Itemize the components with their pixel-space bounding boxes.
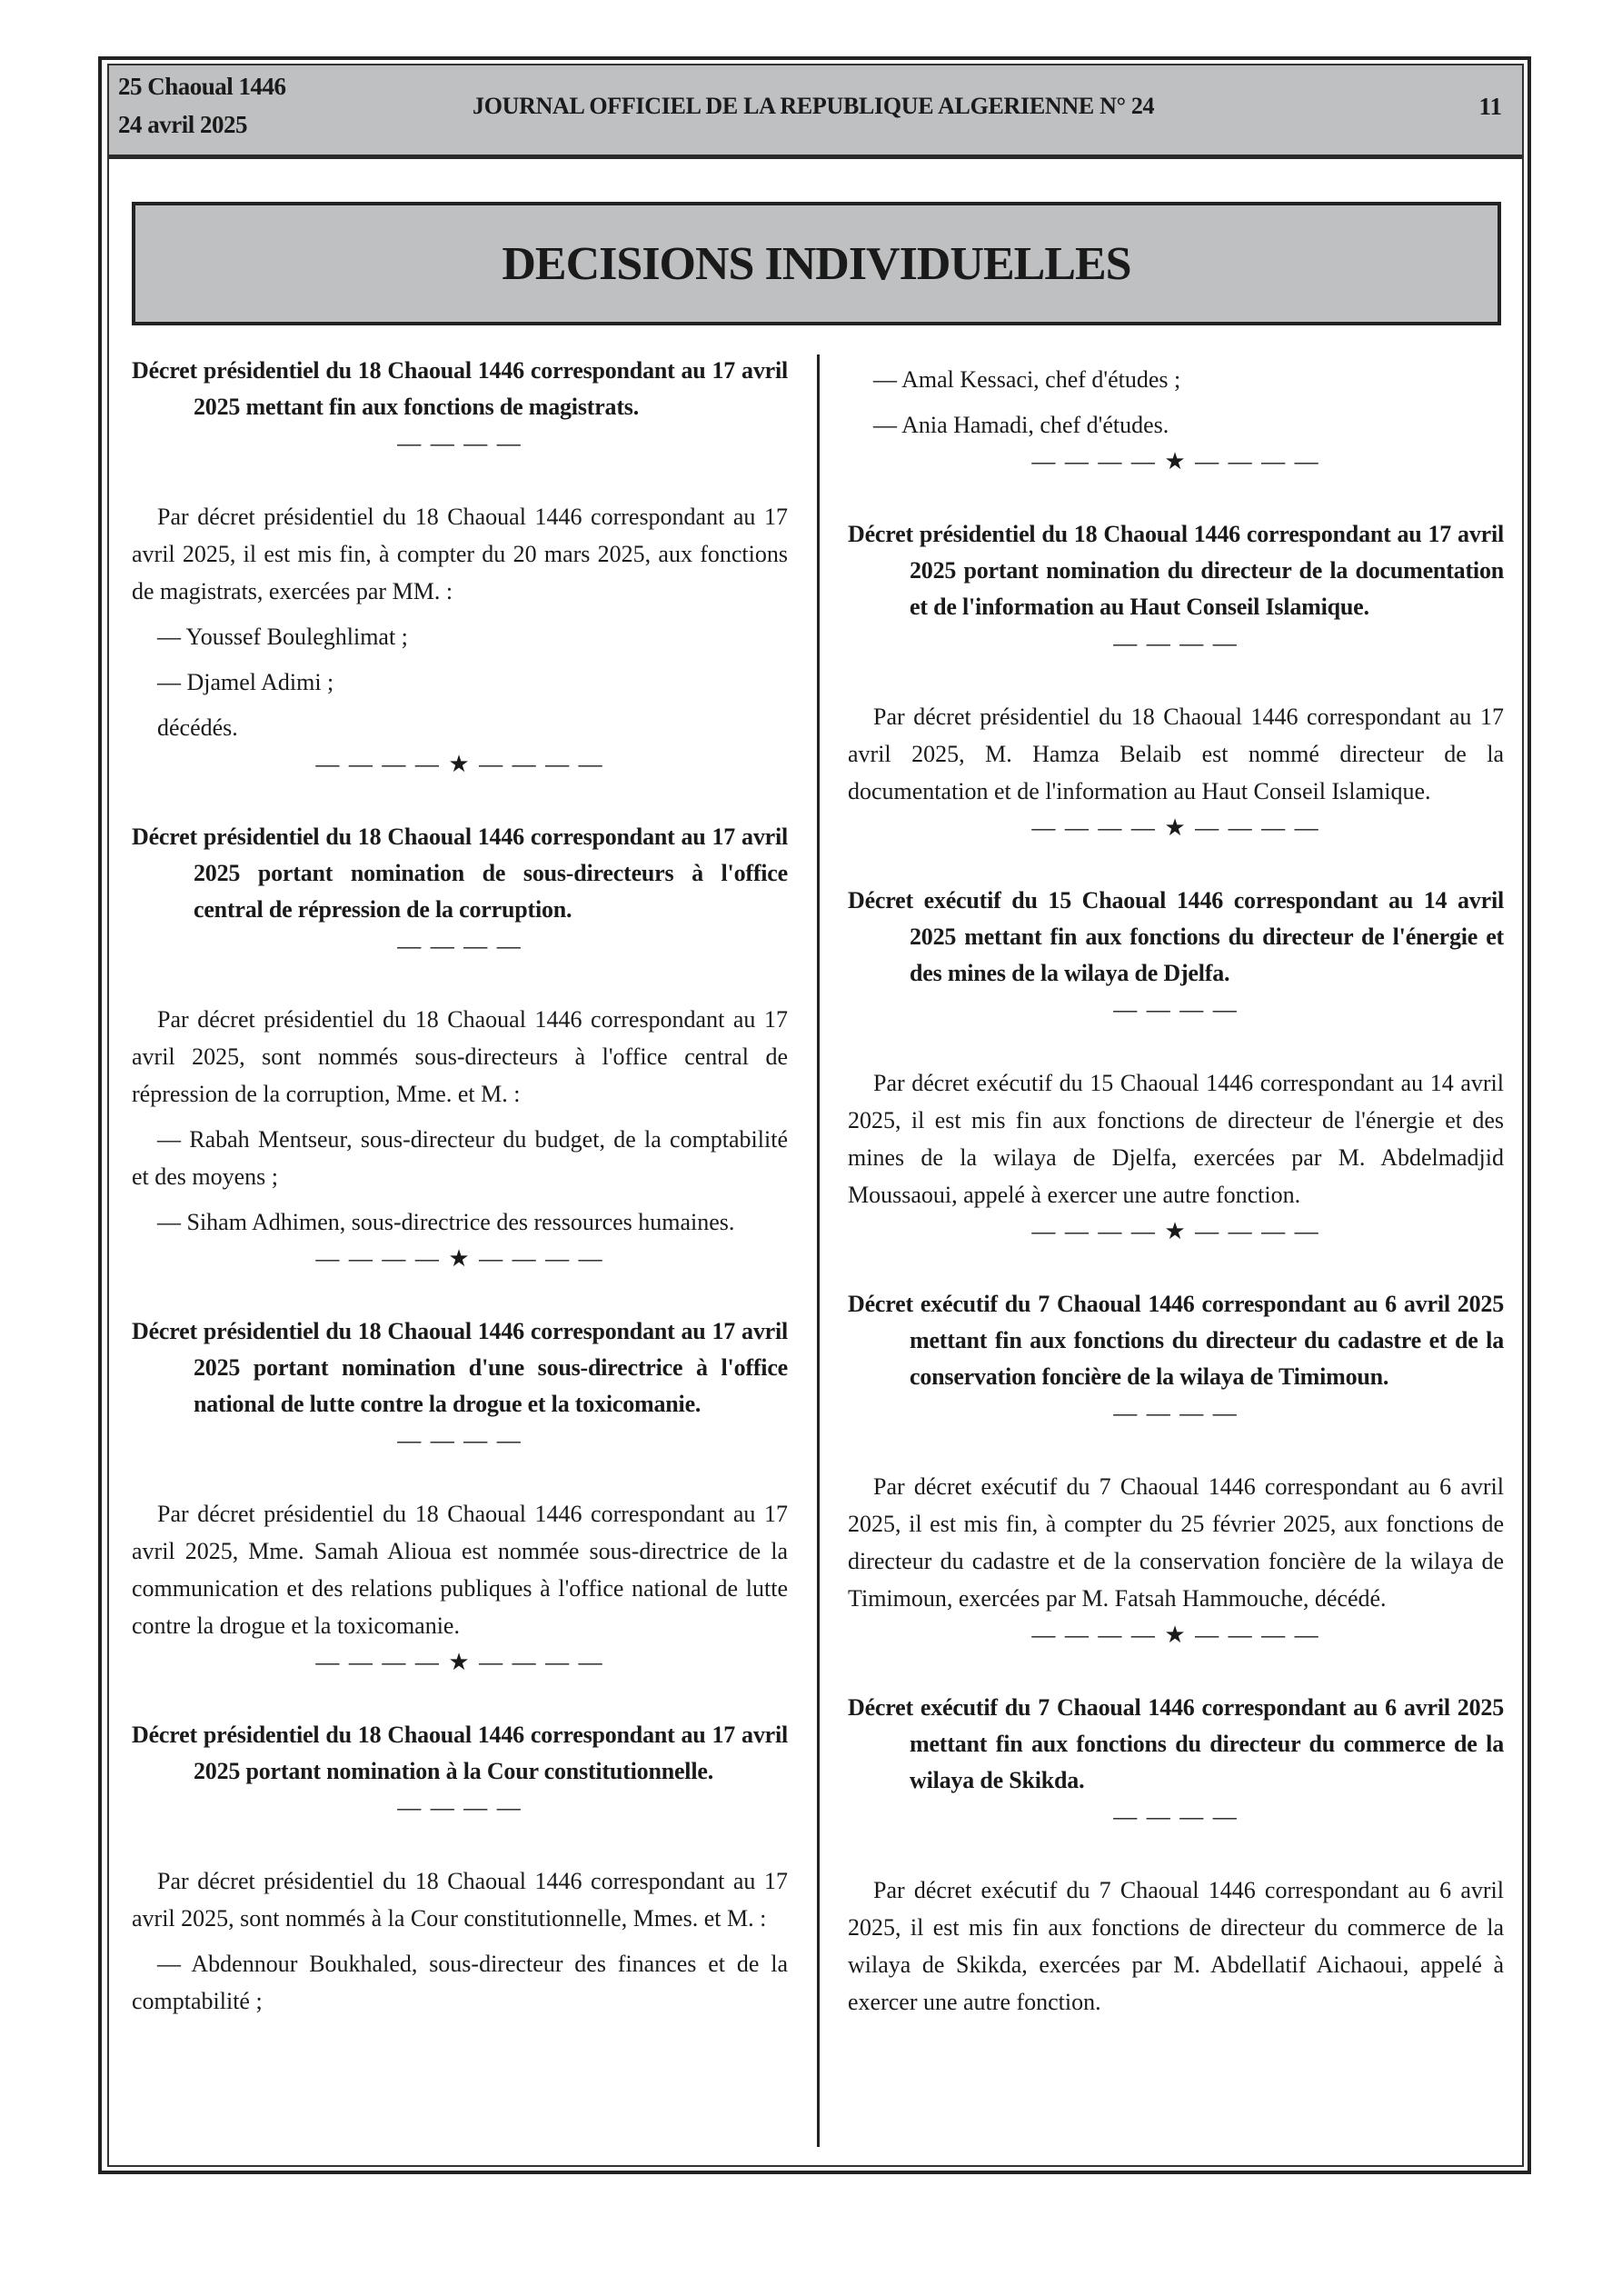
decree-heading: Décret présidentiel du 18 Chaoual 1446 correspondant au 17 avril 2025 portant nomination d'une sous-directrice à l'office national de lutte contre la drogue et la toxicomanie. — [132, 1318, 788, 1417]
list-item: — Djamel Adimi ; — [157, 669, 334, 695]
decree-heading: Décret présidentiel du 18 Chaoual 1446 correspondant au 17 avril 2025 portant nomination à la Cour constitutionnelle. — [132, 1722, 788, 1784]
list-item: — Amal Kessaci, chef d'études ; — [873, 366, 1181, 393]
list-item: — Rabah Mentseur, sous-directeur du budget, de la comptabilité et des moyens ; — [132, 1126, 788, 1190]
star-separator: — — — — ★ — — — — — [1031, 814, 1320, 841]
list-item: — Ania Hamadi, chef d'études. — [873, 412, 1169, 438]
decree-heading: Décret exécutif du 7 Chaoual 1446 correspondant au 6 avril 2025 mettant fin aux fonctions du directeur du commerce de la wilaya de Skikda. — [848, 1694, 1504, 1793]
list-item: — Youssef Bouleghlimat ; — [157, 624, 408, 650]
star-separator: — — — — ★ — — — — — [315, 751, 604, 777]
header-hijri-date: 25 Chaoual 1446 — [118, 73, 286, 100]
separator: — — — — — [1113, 630, 1239, 656]
column-divider — [817, 354, 820, 2147]
decree-paragraph: Par décret présidentiel du 18 Chaoual 1446 correspondant au 17 avril 2025, il est mis fin, à compter du 20 mars 2025, aux fonctions de magistrats, exercées par MM. : — [132, 504, 788, 604]
list-item: — Siham Adhimen, sous-directrice des ressources humaines. — [157, 1209, 735, 1235]
decree-paragraph: Par décret présidentiel du 18 Chaoual 1446 correspondant au 17 avril 2025, sont nommés à la Cour constitutionnelle, Mmes. et M. : — [132, 1868, 788, 1932]
separator: — — — — — [1113, 996, 1239, 1023]
separator: — — — — — [397, 1794, 522, 1821]
decree-heading: Décret présidentiel du 18 Chaoual 1446 correspondant au 17 avril 2025 portant nomination de sous-directeurs à l'office central de répression de la corruption. — [132, 824, 788, 923]
section-title-box — [132, 202, 1501, 325]
decree-paragraph: Par décret présidentiel du 18 Chaoual 1446 correspondant au 17 avril 2025, sont nommés sous-directeurs à l'office central de répression de la corruption, Mme. et M. : — [132, 1006, 788, 1107]
star-separator: — — — — ★ — — — — — [1031, 1218, 1320, 1244]
star-separator: — — — — ★ — — — — — [315, 1649, 604, 1675]
left-column — [132, 353, 788, 2020]
separator: — — — — — [1113, 1803, 1239, 1830]
separator: — — — — — [397, 933, 522, 959]
section-title: DECISIONS INDIVIDUELLES — [502, 237, 1131, 290]
decree-paragraph: Par décret exécutif du 15 Chaoual 1446 correspondant au 14 avril 2025, il est mis fin aux fonctions de directeur de l'énergie et des mines de la wilaya de Djelfa, exercées par M. Abdelmadjid Moussaoui, appelé à exercer une autre fonction. — [848, 1070, 1504, 1208]
list-item: — Abdennour Boukhaled, sous-directeur des finances et de la comptabilité ; — [132, 1951, 788, 2014]
list-item: décédés. — [157, 714, 238, 741]
separator: — — — — — [397, 430, 522, 456]
page-number: 11 — [1478, 93, 1502, 120]
header-date: 24 avril 2025 — [118, 111, 247, 138]
decree-paragraph: Par décret présidentiel du 18 Chaoual 1446 correspondant au 17 avril 2025, Mme. Samah Alioua est nommée sous-directrice de la communication et des relations publiques à l'office national de lutte contre la drogue et la toxicomanie. — [132, 1501, 788, 1639]
decree-paragraph: Par décret exécutif du 7 Chaoual 1446 correspondant au 6 avril 2025, il est mis fin aux fonctions de directeur du commerce de la wilaya de Skikda, exercées par M. Abdellatif Aichaoui, appelé à exercer une autre fonction. — [848, 1877, 1504, 2015]
star-separator: — — — — ★ — — — — — [1031, 1622, 1320, 1648]
decree-paragraph: Par décret exécutif du 7 Chaoual 1446 correspondant au 6 avril 2025, il est mis fin, à compter du 25 février 2025, aux fonctions de directeur du cadastre et de la conservation foncière de la wilaya de Timimoun, exercées par M. Fatsah Hammouche, décédé. — [848, 1473, 1504, 1612]
separator: — — — — — [397, 1427, 522, 1453]
decree-paragraph: Par décret présidentiel du 18 Chaoual 1446 correspondant au 17 avril 2025, M. Hamza Belaib est nommé directeur de la documentation et de l'information au Haut Conseil Islamique. — [848, 704, 1504, 804]
journal-header — [109, 65, 1522, 159]
decree-heading: Décret présidentiel du 18 Chaoual 1446 correspondant au 17 avril 2025 mettant fin aux fonctions de magistrats. — [132, 357, 788, 420]
star-separator: — — — — ★ — — — — — [315, 1245, 604, 1272]
right-column — [848, 353, 1504, 2021]
decree-heading: Décret exécutif du 7 Chaoual 1446 correspondant au 6 avril 2025 mettant fin aux fonctions du directeur du cadastre et de la conservation foncière de la wilaya de Timimoun. — [848, 1291, 1504, 1390]
separator: — — — — — [1113, 1400, 1239, 1426]
journal-title: JOURNAL OFFICIEL DE LA REPUBLIQUE ALGERIENNE N° 24 — [473, 93, 1155, 119]
star-separator: — — — — ★ — — — — — [1031, 448, 1320, 474]
decree-heading: Décret présidentiel du 18 Chaoual 1446 correspondant au 17 avril 2025 portant nomination du directeur de la documentation et de l'information au Haut Conseil Islamique. — [848, 521, 1504, 620]
decree-heading: Décret exécutif du 15 Chaoual 1446 correspondant au 14 avril 2025 mettant fin aux fonctions du directeur de l'énergie et des mines de la wilaya de Djelfa. — [848, 887, 1504, 986]
